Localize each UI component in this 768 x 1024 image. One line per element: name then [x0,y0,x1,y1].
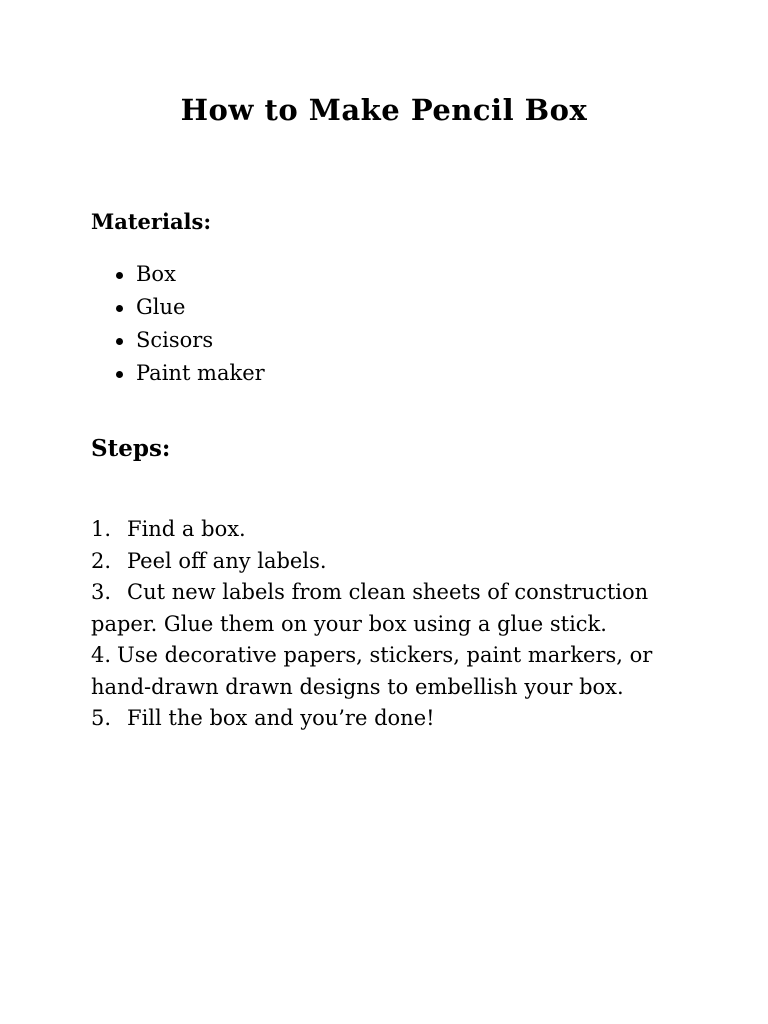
bullet-icon [116,338,123,345]
list-item [136,291,265,324]
material-label: Paint maker [136,361,265,385]
materials-list [136,258,265,390]
step-text: Cut new labels from clean sheets of construction [127,580,649,604]
bullet-icon [116,371,123,378]
steps-list [91,514,691,735]
step-text: paper. Glue them on your box using a glue stick. [91,611,607,636]
step-text: Peel off any labels. [127,548,327,573]
list-item [136,324,265,357]
material-label: Glue [136,295,186,319]
step-4-continuation [91,672,691,704]
step-number: 3. [91,580,112,604]
steps-heading: Steps: [91,435,171,462]
list-item [136,258,265,291]
material-label: Scisors [136,328,214,352]
step-text: Use decorative papers, stickers, paint markers, or [117,643,653,667]
step-1 [91,514,691,546]
step-2 [91,546,691,578]
step-3-continuation [91,609,691,641]
step-number: 1. [91,517,112,541]
step-number: 5. [91,706,112,730]
step-3 [91,577,691,609]
step-4 [91,640,691,672]
material-label: Box [136,262,176,286]
step-text: Find a box. [127,517,246,541]
bullet-icon [116,272,123,279]
step-5 [91,703,691,735]
step-number: 2. [91,548,112,573]
step-number: 4. [91,643,112,667]
bullet-icon [116,305,123,312]
materials-heading: Materials: [91,209,212,234]
step-text: hand-drawn drawn designs to embellish your box. [91,674,624,699]
step-text: Fill the box and you’re done! [127,706,435,730]
list-item [136,357,265,390]
document-title: How to Make Pencil Box [180,93,588,127]
